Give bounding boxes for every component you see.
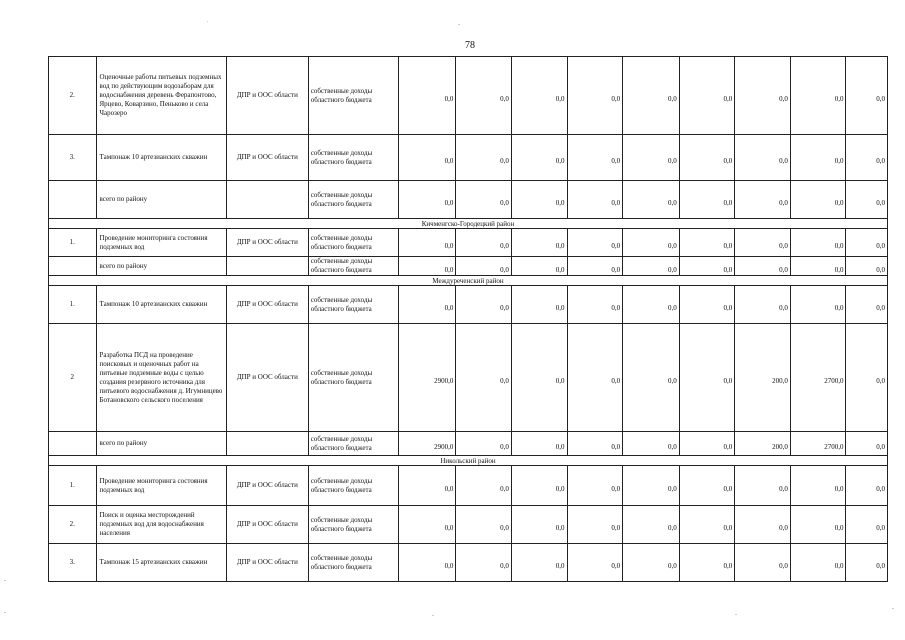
measure-name: Проведение мониторинга состояния подземных вод [96, 229, 226, 257]
amount-cell [790, 286, 846, 324]
amount-cell [790, 135, 846, 181]
page-number: 78 [465, 40, 475, 51]
funding-source: собственные доходы областного бюджета [308, 229, 398, 257]
amount-cell [735, 506, 791, 544]
amount-value: 0,0 [876, 242, 885, 250]
funding-source: собственные доходы областного бюджета [308, 181, 398, 219]
amount-value: 0,0 [834, 199, 844, 207]
amount-cell [456, 286, 512, 324]
measure-name: Проведение мониторинга состояния подземных вод [96, 466, 226, 506]
amount-value: 0,0 [555, 485, 565, 493]
amount-cell [735, 257, 791, 276]
amount-cell [456, 181, 512, 219]
table-row [49, 286, 888, 324]
amount-cell [567, 181, 623, 219]
amount-value: 0,0 [444, 265, 454, 274]
amount-value: 0,0 [667, 443, 677, 451]
amount-value: 0,0 [876, 157, 885, 165]
amount-cell [511, 466, 567, 506]
amount-value: 0,0 [667, 304, 677, 312]
amount-value: 200,0 [772, 443, 788, 451]
amount-value: 0,0 [723, 95, 733, 103]
amount-cell [567, 466, 623, 506]
amount-value: 0,0 [834, 265, 844, 274]
amount-value: 0,0 [611, 265, 621, 274]
amount-value: 0,0 [876, 485, 885, 493]
amount-value: 0,0 [723, 524, 733, 532]
amount-cell [790, 229, 846, 257]
amount-cell [679, 135, 735, 181]
amount-value: 0,0 [444, 524, 454, 532]
amount-cell [456, 257, 512, 276]
amount-value: 0,0 [667, 524, 677, 532]
amount-cell [623, 135, 680, 181]
row-number: 2. [49, 57, 97, 135]
amount-cell [398, 466, 456, 506]
amount-value: 0,0 [779, 524, 788, 532]
amount-cell [398, 229, 456, 257]
measure-name: Оценочные работы питьевых подземных вод по действующим водозаборам для водоснабжения деревень Ферапонтово, Ярцево, Коварзино, Пеньково и села Чарозеро [96, 57, 226, 135]
amount-value: 0,0 [779, 157, 788, 165]
amount-cell [623, 466, 680, 506]
amount-value: 0,0 [611, 377, 621, 385]
amount-cell [679, 257, 735, 276]
amount-cell [511, 286, 567, 324]
amount-cell [846, 324, 888, 432]
row-number [49, 257, 97, 276]
amount-value: 2900,0 [434, 443, 454, 451]
amount-cell [623, 229, 680, 257]
amount-cell [679, 181, 735, 219]
amount-cell [679, 544, 735, 582]
row-number: 3. [49, 135, 97, 181]
amount-cell [511, 229, 567, 257]
amount-value: 0,0 [611, 95, 621, 103]
amount-value: 0,0 [555, 443, 565, 451]
amount-value: 0,0 [876, 443, 885, 451]
funding-source: собственные доходы областного бюджета [308, 466, 398, 506]
amount-value: 2900,0 [434, 377, 454, 385]
amount-value: 0,0 [667, 95, 677, 103]
amount-cell [398, 286, 456, 324]
amount-value: 0,0 [444, 199, 454, 207]
amount-value: 0,0 [500, 265, 509, 274]
scan-mark: - [432, 613, 434, 619]
amount-value: 0,0 [500, 485, 509, 493]
amount-cell [846, 135, 888, 181]
amount-cell [846, 229, 888, 257]
amount-cell [567, 257, 623, 276]
amount-cell [511, 257, 567, 276]
amount-value: 0,0 [779, 242, 788, 250]
amount-cell [398, 432, 456, 456]
amount-value: 0,0 [723, 157, 733, 165]
amount-cell [735, 181, 791, 219]
amount-cell [623, 181, 680, 219]
amount-cell [398, 135, 456, 181]
scan-mark: - [735, 612, 737, 618]
amount-cell [623, 57, 680, 135]
funding-source: собственные доходы областного бюджета [308, 432, 398, 456]
amount-value: 0,0 [723, 485, 733, 493]
amount-value: 0,0 [555, 562, 565, 570]
executor: ДПР и ООС области [226, 506, 308, 544]
funding-source: собственные доходы областного бюджета [308, 257, 398, 276]
scan-mark: - [4, 610, 6, 616]
amount-value: 0,0 [723, 443, 733, 451]
row-number: 1. [49, 229, 97, 257]
district-row [49, 456, 888, 466]
amount-value: 2700,0 [824, 443, 844, 451]
amount-cell [567, 229, 623, 257]
amount-cell [679, 466, 735, 506]
amount-value: 0,0 [611, 242, 621, 250]
amount-cell [679, 506, 735, 544]
amount-cell [790, 432, 846, 456]
amount-value: 0,0 [779, 265, 788, 274]
amount-cell [790, 57, 846, 135]
amount-value: 0,0 [876, 265, 885, 274]
amount-value: 2700,0 [824, 377, 844, 385]
amount-cell [735, 286, 791, 324]
amount-value: 0,0 [444, 562, 454, 570]
scan-mark: - [892, 606, 894, 612]
amount-value: 0,0 [444, 304, 454, 312]
amount-cell [567, 432, 623, 456]
amount-value: 0,0 [555, 265, 565, 274]
amount-cell [679, 57, 735, 135]
measure-name: всего по району [96, 181, 226, 219]
amount-cell [398, 181, 456, 219]
funding-source: собственные доходы областного бюджета [308, 506, 398, 544]
amount-cell [679, 229, 735, 257]
amount-cell [511, 324, 567, 432]
amount-value: 0,0 [834, 242, 844, 250]
table-body [49, 57, 888, 582]
executor: ДПР и ООС области [226, 544, 308, 582]
amount-value: 0,0 [723, 265, 733, 274]
amount-cell [790, 257, 846, 276]
amount-value: 0,0 [555, 157, 565, 165]
amount-value: 0,0 [611, 199, 621, 207]
row-number [49, 181, 97, 219]
funding-source: собственные доходы областного бюджета [308, 286, 398, 324]
amount-value: 0,0 [779, 304, 788, 312]
amount-value: 0,0 [500, 524, 509, 532]
amount-cell [456, 432, 512, 456]
amount-cell [456, 506, 512, 544]
measure-name: всего по району [96, 257, 226, 276]
amount-cell [790, 324, 846, 432]
table-row [49, 506, 888, 544]
budget-table [48, 56, 888, 582]
district-row [49, 219, 888, 229]
amount-value: 0,0 [876, 562, 885, 570]
amount-value: 0,0 [779, 95, 788, 103]
amount-cell [567, 286, 623, 324]
amount-cell [846, 257, 888, 276]
amount-value: 0,0 [723, 304, 733, 312]
amount-value: 0,0 [876, 524, 885, 532]
amount-value: 0,0 [500, 443, 509, 451]
amount-value: 0,0 [834, 157, 844, 165]
amount-cell [567, 324, 623, 432]
amount-value: 0,0 [611, 562, 621, 570]
table-row [49, 135, 888, 181]
measure-name: Тампонаж 10 артезианских скважин [96, 135, 226, 181]
amount-cell [623, 506, 680, 544]
amount-cell [846, 181, 888, 219]
amount-value: 0,0 [667, 157, 677, 165]
district-total-row [49, 181, 888, 219]
amount-value: 0,0 [876, 377, 885, 385]
amount-cell [623, 432, 680, 456]
amount-cell [735, 466, 791, 506]
row-number [49, 432, 97, 456]
executor [226, 181, 308, 219]
amount-value: 0,0 [555, 304, 565, 312]
measure-name: всего по району [96, 432, 226, 456]
amount-cell [623, 544, 680, 582]
amount-value: 0,0 [555, 377, 565, 385]
amount-value: 0,0 [611, 524, 621, 532]
amount-cell [623, 324, 680, 432]
amount-value: 0,0 [779, 199, 788, 207]
amount-value: 0,0 [500, 242, 509, 250]
amount-cell [735, 57, 791, 135]
amount-cell [511, 135, 567, 181]
district-title: Междуреченский район [49, 276, 888, 286]
amount-cell [679, 324, 735, 432]
amount-cell [623, 286, 680, 324]
scan-mark: . [207, 18, 209, 24]
amount-value: 0,0 [555, 95, 565, 103]
amount-value: 0,0 [834, 485, 844, 493]
amount-value: 0,0 [500, 562, 509, 570]
amount-cell [679, 286, 735, 324]
amount-cell [511, 544, 567, 582]
amount-cell [679, 432, 735, 456]
amount-cell [846, 506, 888, 544]
amount-cell [567, 135, 623, 181]
table-row [49, 229, 888, 257]
amount-cell [567, 506, 623, 544]
amount-value: 0,0 [723, 377, 733, 385]
amount-value: 0,0 [667, 265, 677, 274]
amount-value: 0,0 [611, 485, 621, 493]
amount-value: 0,0 [555, 242, 565, 250]
table-row [49, 324, 888, 432]
amount-value: 0,0 [667, 199, 677, 207]
scan-mark: - [458, 22, 460, 28]
amount-value: 0,0 [444, 242, 454, 250]
amount-cell [735, 432, 791, 456]
funding-source: собственные доходы областного бюджета [308, 57, 398, 135]
amount-value: 0,0 [500, 157, 509, 165]
amount-cell [456, 135, 512, 181]
amount-cell [790, 466, 846, 506]
amount-value: 0,0 [444, 485, 454, 493]
amount-value: 0,0 [779, 485, 788, 493]
amount-value: 0,0 [555, 199, 565, 207]
amount-cell [511, 57, 567, 135]
amount-cell [511, 506, 567, 544]
district-total-row [49, 257, 888, 276]
table-row [49, 544, 888, 582]
measure-name: Поиск и оценка месторождений подземных вод для водоснабжения населения [96, 506, 226, 544]
funding-source: собственные доходы областного бюджета [308, 135, 398, 181]
scan-mark: - [4, 578, 6, 584]
amount-cell [567, 57, 623, 135]
amount-value: 0,0 [876, 304, 885, 312]
amount-value: 0,0 [500, 304, 509, 312]
amount-value: 0,0 [500, 377, 509, 385]
amount-cell [456, 57, 512, 135]
amount-cell [623, 257, 680, 276]
amount-value: 0,0 [834, 562, 844, 570]
executor: ДПР и ООС области [226, 229, 308, 257]
row-number: 2. [49, 506, 97, 544]
amount-cell [456, 324, 512, 432]
amount-value: 0,0 [667, 242, 677, 250]
amount-cell [456, 229, 512, 257]
district-title: Кичменгско-Городецкий район [49, 219, 888, 229]
row-number: 2 [49, 324, 97, 432]
amount-cell [735, 135, 791, 181]
amount-cell [846, 286, 888, 324]
amount-cell [735, 229, 791, 257]
executor [226, 432, 308, 456]
measure-name: Тампонаж 15 артезианских скважин [96, 544, 226, 582]
amount-cell [846, 466, 888, 506]
amount-cell [846, 544, 888, 582]
amount-cell [456, 544, 512, 582]
measure-name: Разработка ПСД на проведение поисковых и оценочных работ на питьевые подземные воды с целью создания резервного источника для питьевого водоснабжения д. Игумницево Ботановского сельского поселения [96, 324, 226, 432]
district-title: Никольский район [49, 456, 888, 466]
amount-cell [511, 181, 567, 219]
executor: ДПР и ООС области [226, 324, 308, 432]
executor: ДПР и ООС области [226, 286, 308, 324]
district-total-row [49, 432, 888, 456]
amount-cell [567, 544, 623, 582]
funding-source: собственные доходы областного бюджета [308, 324, 398, 432]
amount-value: 0,0 [723, 199, 733, 207]
amount-value: 0,0 [779, 562, 788, 570]
amount-cell [846, 57, 888, 135]
amount-value: 0,0 [611, 443, 621, 451]
amount-value: 0,0 [667, 485, 677, 493]
amount-value: 0,0 [834, 304, 844, 312]
table-row [49, 57, 888, 135]
executor: ДПР и ООС области [226, 135, 308, 181]
amount-value: 0,0 [834, 95, 844, 103]
amount-cell [398, 506, 456, 544]
amount-cell [398, 544, 456, 582]
executor: ДПР и ООС области [226, 466, 308, 506]
table-row [49, 466, 888, 506]
amount-value: 0,0 [834, 524, 844, 532]
amount-value: 0,0 [876, 199, 885, 207]
executor [226, 257, 308, 276]
executor: ДПР и ООС области [226, 57, 308, 135]
amount-value: 200,0 [772, 377, 788, 385]
amount-value: 0,0 [876, 95, 885, 103]
amount-cell [398, 257, 456, 276]
amount-cell [846, 432, 888, 456]
amount-value: 0,0 [667, 377, 677, 385]
amount-value: 0,0 [500, 199, 509, 207]
amount-cell [790, 181, 846, 219]
amount-cell [398, 57, 456, 135]
amount-value: 0,0 [667, 562, 677, 570]
amount-value: 0,0 [500, 95, 509, 103]
amount-cell [790, 544, 846, 582]
amount-value: 0,0 [555, 524, 565, 532]
amount-cell [790, 506, 846, 544]
amount-cell [735, 324, 791, 432]
funding-source: собственные доходы областного бюджета [308, 544, 398, 582]
row-number: 3. [49, 544, 97, 582]
row-number: 1. [49, 286, 97, 324]
district-row [49, 276, 888, 286]
amount-cell [735, 544, 791, 582]
amount-value: 0,0 [723, 562, 733, 570]
amount-value: 0,0 [444, 157, 454, 165]
amount-value: 0,0 [611, 304, 621, 312]
amount-value: 0,0 [444, 95, 454, 103]
amount-cell [456, 466, 512, 506]
row-number: 1. [49, 466, 97, 506]
amount-value: 0,0 [723, 242, 733, 250]
amount-cell [511, 432, 567, 456]
amount-cell [398, 324, 456, 432]
measure-name: Тампонаж 10 артезианских скважин [96, 286, 226, 324]
amount-value: 0,0 [611, 157, 621, 165]
